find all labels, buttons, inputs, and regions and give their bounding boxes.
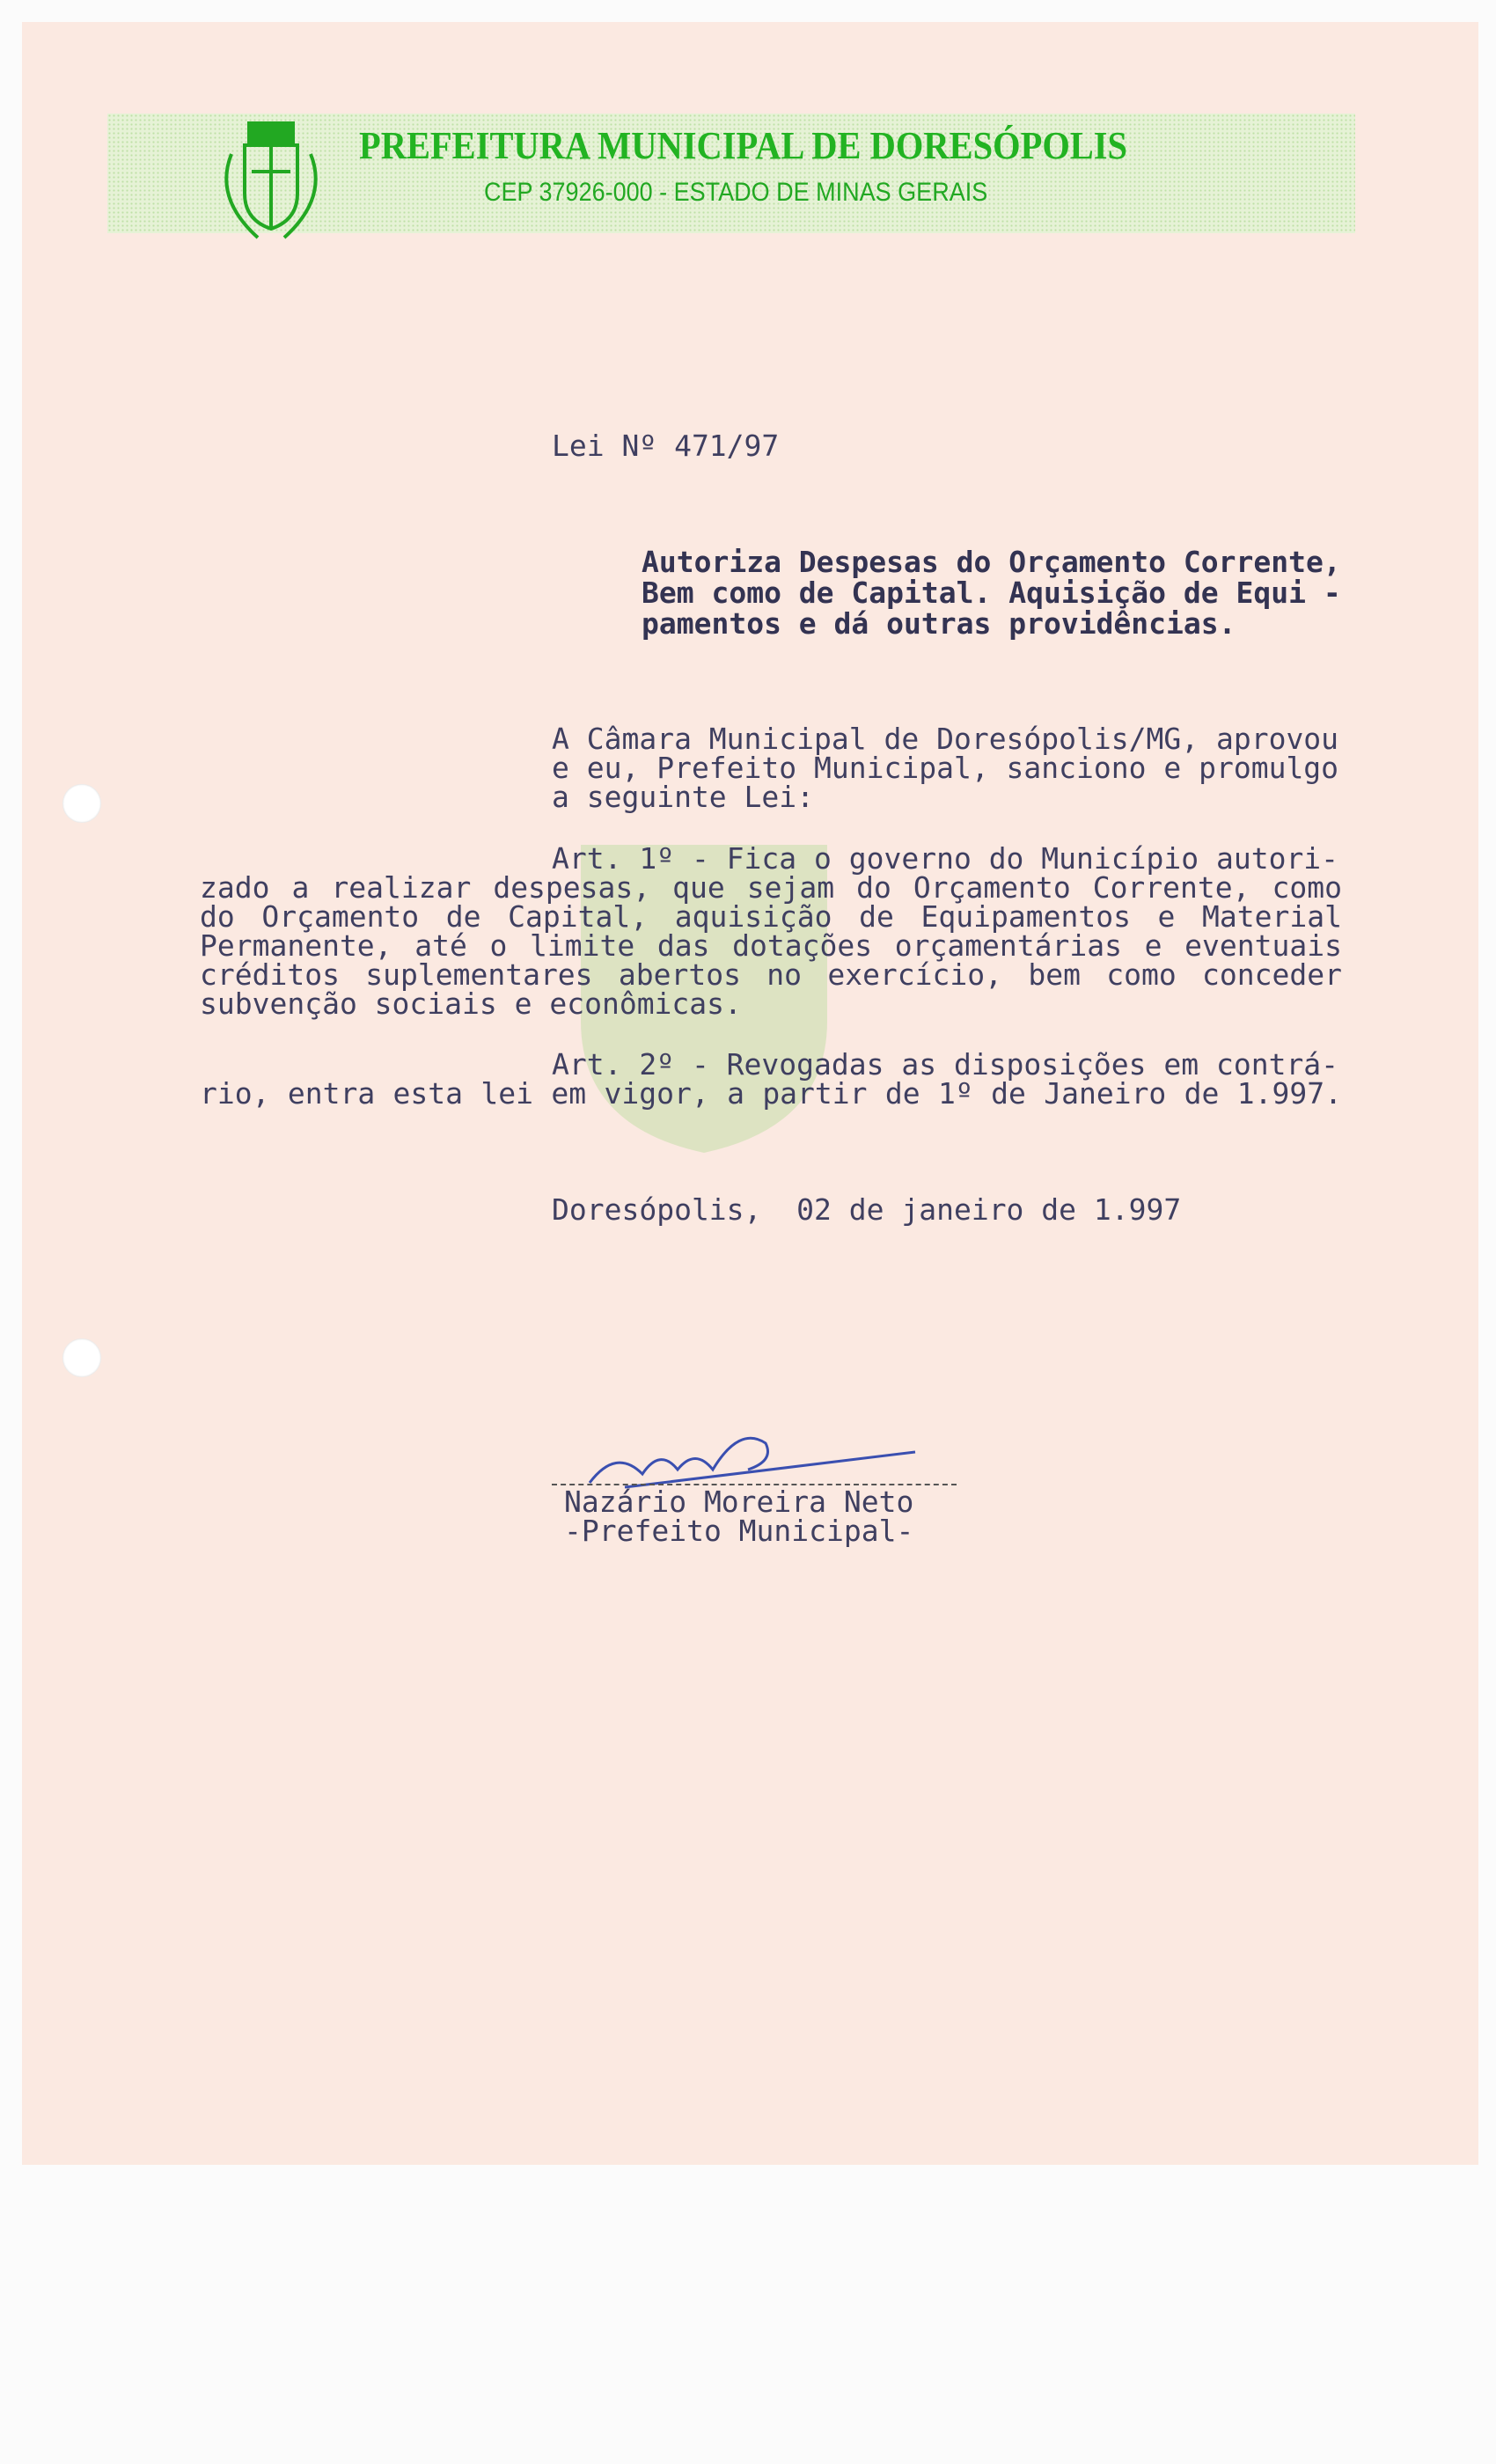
municipal-crest-icon [201,119,341,242]
article-1-line: do Orçamento de Capital, aquisição de Equipamentos e Material [200,899,1342,934]
article-1-line: Permanente, até o limite das dotações orçamentárias e eventuais [200,928,1342,963]
article-1-line: Art. 1º - Fica o governo do Município autori- [552,841,1339,876]
date-line: Doresópolis, 02 de janeiro de 1.997 [552,1192,1182,1227]
preamble-line: A Câmara Municipal de Doresópolis/MG, aprovou [552,722,1339,756]
letterhead-subtitle: CEP 37926-000 - ESTADO DE MINAS GERAIS [484,178,988,207]
article-1-line: subvenção sociais e econômicas. [200,986,742,1021]
letterhead-title: PREFEITURA MUNICIPAL DE DORESÓPOLIS [359,124,1128,167]
preamble-line: e eu, Prefeito Municipal, sanciono e promulgo [552,751,1339,785]
article-2-line: Art. 2º - Revogadas as disposições em contrá- [552,1047,1339,1082]
law-summary-line: Bem como de Capital. Aquisição de Equi - [642,576,1341,610]
punch-hole [62,1338,101,1377]
law-summary-line: Autoriza Despesas do Orçamento Corrente, [642,545,1341,579]
signatory-role: -Prefeito Municipal- [564,1514,914,1548]
article-1-line: créditos suplementares abertos no exercício, bem como conceder [200,957,1342,992]
article-1-line: zado a realizar despesas, que sejam do Orçamento Corrente, como [200,870,1342,905]
preamble-line: a seguinte Lei: [552,780,815,814]
signatory-name: Nazário Moreira Neto [564,1485,914,1519]
law-summary-line: pamentos e dá outras providências. [642,606,1236,641]
law-number: Lei Nº 471/97 [552,429,780,463]
article-2-line: rio, entra esta lei em vigor, a partir de 1º de Janeiro de 1.997. [200,1076,1342,1111]
punch-hole [62,784,101,823]
